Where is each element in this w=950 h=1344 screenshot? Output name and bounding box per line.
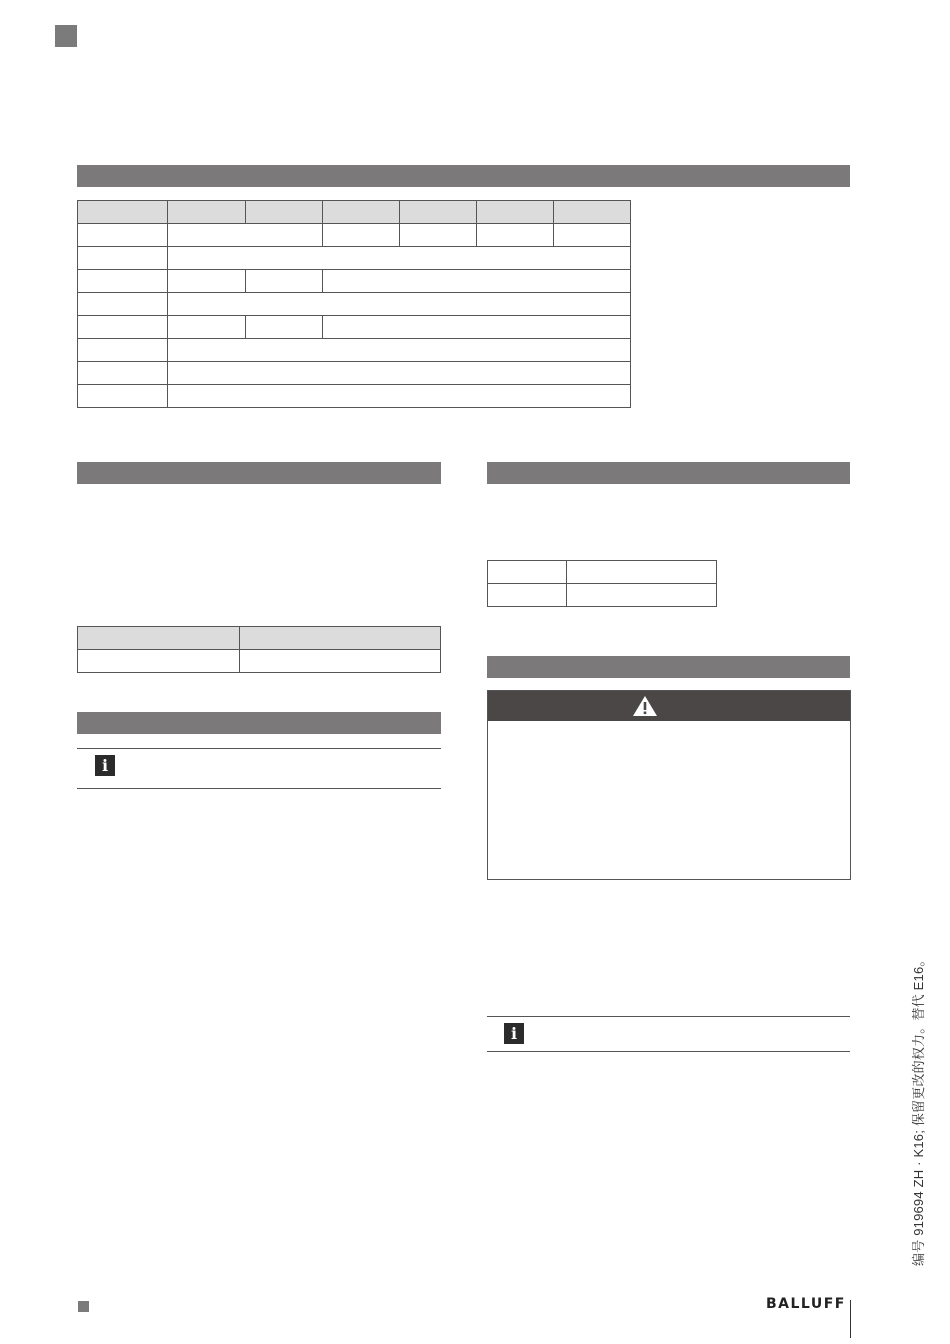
table-cell — [168, 293, 631, 316]
table-row — [488, 561, 717, 584]
warning-header — [488, 691, 850, 721]
table-cell — [488, 584, 567, 607]
section-bar-main — [77, 165, 850, 187]
document-number-side-text: 编号 919694 ZH · K16; 保留更改的权力。替代 E16。 — [911, 953, 926, 1266]
table-cell — [477, 224, 554, 247]
table-header-cell — [323, 201, 400, 224]
table-row — [78, 224, 631, 247]
table-header-cell — [240, 627, 441, 650]
info-icon: i — [95, 755, 115, 776]
table-cell — [554, 224, 631, 247]
info-note-bottom-rule — [487, 1051, 850, 1052]
table-cell — [78, 339, 168, 362]
table-row — [78, 247, 631, 270]
section-bar-right-1 — [487, 462, 850, 484]
table-row — [78, 293, 631, 316]
table-row — [78, 339, 631, 362]
info-note-top-rule — [487, 1016, 850, 1017]
page-marker-square — [78, 1301, 89, 1312]
table-cell — [323, 224, 400, 247]
warning-triangle-icon — [632, 695, 658, 717]
section-bar-left-2 — [77, 712, 441, 734]
table-header-cell — [168, 201, 246, 224]
table-header-cell — [554, 201, 631, 224]
table-cell — [168, 270, 246, 293]
table-row — [78, 362, 631, 385]
table-cell — [168, 339, 631, 362]
info-note-top-rule — [77, 748, 441, 749]
right-small-table — [487, 560, 717, 607]
table-cell — [78, 293, 168, 316]
table-cell — [168, 362, 631, 385]
warning-box — [487, 690, 851, 880]
info-note-bottom-rule — [77, 788, 441, 789]
table-header-cell — [400, 201, 477, 224]
table-cell — [488, 561, 567, 584]
table-cell — [567, 561, 717, 584]
table-row — [78, 270, 631, 293]
balluff-logo: BALLUFF — [766, 1296, 846, 1312]
main-spec-table — [77, 200, 631, 408]
table-cell — [240, 650, 441, 673]
table-cell — [78, 362, 168, 385]
table-cell — [78, 270, 168, 293]
table-cell — [246, 316, 323, 339]
section-bar-left-1 — [77, 462, 441, 484]
table-cell — [323, 316, 631, 339]
table-cell — [323, 270, 631, 293]
table-cell — [168, 316, 246, 339]
table-cell — [168, 224, 323, 247]
table-cell — [78, 385, 168, 408]
table-row — [78, 316, 631, 339]
table-header-row — [78, 627, 441, 650]
table-header-cell — [78, 627, 240, 650]
table-cell — [78, 650, 240, 673]
table-row — [78, 650, 441, 673]
table-header-cell — [246, 201, 323, 224]
table-cell — [78, 224, 168, 247]
info-icon: i — [504, 1023, 524, 1044]
table-cell — [78, 247, 168, 270]
page-marker-square — [55, 25, 77, 47]
table-cell — [168, 247, 631, 270]
table-cell — [78, 316, 168, 339]
section-bar-right-2 — [487, 656, 850, 678]
table-row — [488, 584, 717, 607]
left-two-column-table — [77, 626, 441, 673]
table-header-cell — [78, 201, 168, 224]
footer-vertical-rule — [850, 1300, 851, 1338]
table-row — [78, 385, 631, 408]
table-cell — [168, 385, 631, 408]
table-cell — [567, 584, 717, 607]
table-header-row — [78, 201, 631, 224]
table-cell — [246, 270, 323, 293]
table-cell — [400, 224, 477, 247]
table-header-cell — [477, 201, 554, 224]
